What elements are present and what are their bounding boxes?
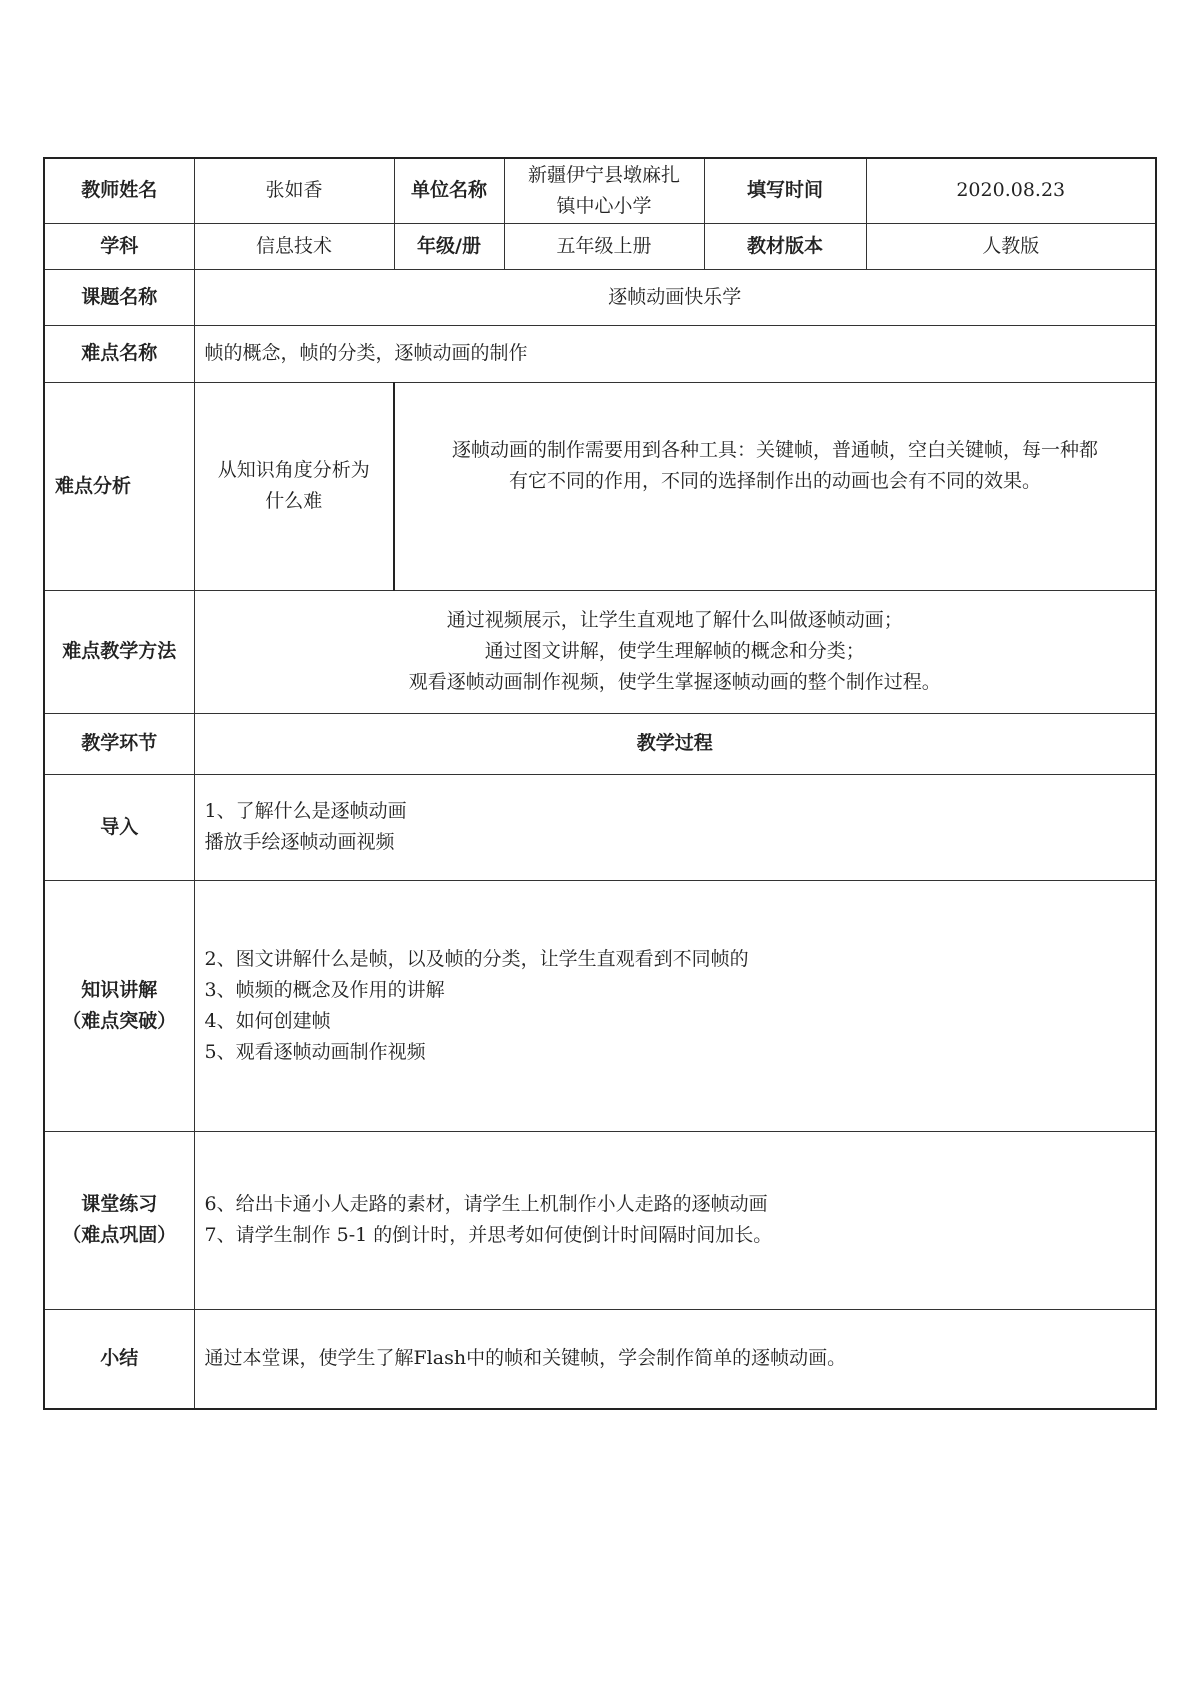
grade-label: 年级/册 — [394, 223, 504, 269]
summary-label: 小结 — [44, 1309, 194, 1409]
intro-label: 导入 — [44, 774, 194, 880]
lesson-plan-sheet — [43, 157, 1155, 1410]
header-row-1 — [44, 158, 1156, 223]
topic-label: 课题名称 — [44, 269, 194, 325]
process-header-row — [44, 713, 1156, 774]
grade-value: 五年级上册 — [504, 223, 704, 269]
process-title: 教学过程 — [194, 713, 1156, 774]
practice-label-line1: 课堂练习 — [81, 1193, 158, 1215]
analysis-row — [44, 382, 1156, 590]
practice-row — [44, 1131, 1156, 1309]
topic-value: 逐帧动画快乐学 — [194, 269, 1156, 325]
knowledge-line: 3、帧频的概念及作用的讲解 — [204, 978, 445, 1001]
analysis-text — [394, 382, 1156, 590]
intro-row — [44, 774, 1156, 880]
practice-line: 6、给出卡通小人走路的素材，请学生上机制作小人走路的逐帧动画 — [204, 1193, 768, 1215]
analysis-text-line2: 有它不同的作用，不同的选择制作出的动画也会有不同的效果。 — [508, 470, 1041, 492]
analysis-label: 难点分析 — [44, 382, 194, 590]
method-line: 通过图文讲解，使学生理解帧的概念和分类； — [484, 640, 865, 662]
unit-value-line2: 镇中心小学 — [556, 194, 652, 217]
edition-value: 人教版 — [866, 223, 1156, 269]
method-line: 通过视频展示，让学生直观地了解什么叫做逐帧动画； — [446, 609, 903, 631]
knowledge-line: 2、图文讲解什么是帧，以及帧的分类，让学生直观看到不同帧的 — [204, 947, 749, 970]
unit-label: 单位名称 — [394, 158, 504, 223]
practice-text — [194, 1131, 1156, 1309]
practice-label-line2: （难点巩固） — [62, 1224, 177, 1246]
intro-text — [194, 774, 1156, 880]
method-line: 观看逐帧动画制作视频，使学生掌握逐帧动画的整个制作过程。 — [408, 671, 941, 693]
analysis-text-line1: 逐帧动画的制作需要用到各种工具：关键帧，普通帧，空白关键帧，每一种都 — [451, 439, 1098, 461]
difficulty-label: 难点名称 — [44, 325, 194, 382]
method-text — [194, 590, 1156, 713]
knowledge-line: 5、观看逐帧动画制作视频 — [204, 1040, 426, 1063]
analysis-sub-label — [194, 382, 394, 590]
intro-line: 播放手绘逐帧动画视频 — [204, 831, 395, 853]
subject-value: 信息技术 — [194, 223, 394, 269]
process-step-label: 教学环节 — [44, 713, 194, 774]
unit-value — [504, 158, 704, 223]
lesson-plan-table — [43, 157, 1157, 1410]
summary-text: 通过本堂课，使学生了解Flash中的帧和关键帧，学会制作简单的逐帧动画。 — [194, 1309, 1156, 1409]
knowledge-text — [194, 880, 1156, 1131]
date-label: 填写时间 — [704, 158, 866, 223]
method-label: 难点教学方法 — [44, 590, 194, 713]
difficulty-value: 帧的概念，帧的分类，逐帧动画的制作 — [194, 325, 1156, 382]
analysis-sub-label-line1: 从知识角度分析为 — [217, 459, 370, 481]
date-value: 2020.08.23 — [866, 158, 1156, 223]
knowledge-label-line2: （难点突破） — [62, 1009, 177, 1032]
practice-label — [44, 1131, 194, 1309]
teacher-value: 张如香 — [194, 158, 394, 223]
header-row-2 — [44, 223, 1156, 269]
difficulty-row — [44, 325, 1156, 382]
practice-line: 7、请学生制作 5-1 的倒计时，并思考如何使倒计时间隔时间加长。 — [204, 1224, 773, 1246]
teacher-label: 教师姓名 — [44, 158, 194, 223]
analysis-sub-label-line2: 什么难 — [265, 490, 323, 512]
intro-line: 1、了解什么是逐帧动画 — [204, 800, 407, 822]
knowledge-label — [44, 880, 194, 1131]
knowledge-line: 4、如何创建帧 — [204, 1009, 331, 1032]
summary-row — [44, 1309, 1156, 1409]
topic-row — [44, 269, 1156, 325]
edition-label: 教材版本 — [704, 223, 866, 269]
unit-value-line1: 新疆伊宁县墩麻扎 — [527, 163, 680, 186]
knowledge-label-line1: 知识讲解 — [81, 978, 158, 1001]
method-row — [44, 590, 1156, 713]
knowledge-row — [44, 880, 1156, 1131]
subject-label: 学科 — [44, 223, 194, 269]
